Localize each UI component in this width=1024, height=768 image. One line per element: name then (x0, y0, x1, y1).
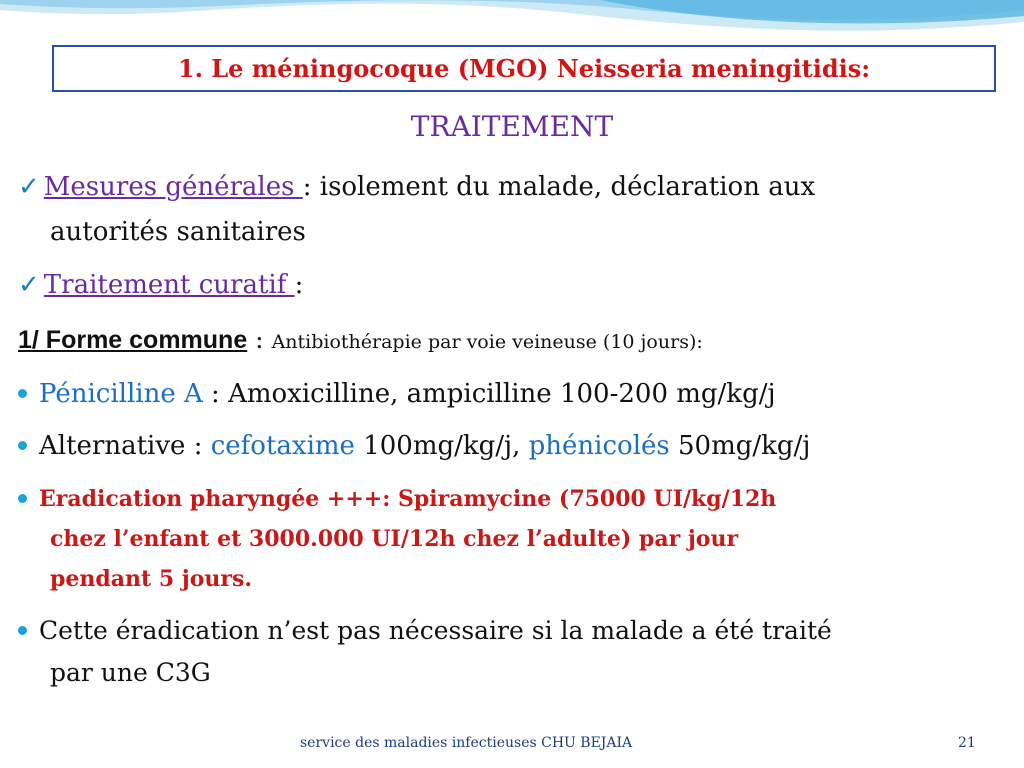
cette-line-2: par une C3G (50, 658, 211, 687)
alt-phenicoles: phénicolés (528, 431, 670, 461)
eradication-line-1 (18, 481, 776, 517)
slide-title (52, 45, 996, 92)
bullet-icon (18, 441, 27, 450)
cette-line-1 (18, 613, 832, 649)
alternative-line (18, 428, 810, 464)
eradication-text-1: Eradication pharyngée +++: Spiramycine (75000 UI/kg/12h (39, 486, 777, 512)
mesures-text: isolement du malade, déclaration aux (319, 172, 816, 202)
slide-subtitle: TRAITEMENT (410, 110, 614, 143)
cette-text-1: Cette éradication n’est pas nécessaire si la malade a été traité (39, 616, 832, 645)
penicilline-label: Pénicilline A (39, 379, 203, 409)
page-number: 21 (958, 735, 976, 751)
curatif-colon: : (294, 270, 304, 300)
forme-label: 1/ Forme commune (18, 326, 248, 354)
mesures-line (18, 169, 815, 205)
curatif-line (18, 267, 303, 303)
checkmark-icon: ✓ (18, 270, 40, 300)
eradication-line-2: chez l’enfant et 3000.000 UI/12h chez l’adulte) par jour (50, 526, 739, 552)
penicilline-text: : Amoxicilline, ampicilline 100-200 mg/kg/j (202, 379, 776, 409)
forme-colon: : (247, 325, 272, 354)
mesures-label: Mesures générales (43, 172, 303, 202)
bullet-icon (18, 389, 27, 398)
eradication-line-3: pendant 5 jours. (50, 566, 253, 592)
mesures-colon: : (302, 172, 320, 202)
curatif-label: Traitement curatif (43, 270, 295, 300)
mesures-line-2: autorités sanitaires (50, 217, 306, 247)
alt-dose-2: 50mg/kg/j (669, 431, 811, 461)
forme-text: Antibiothérapie par voie veineuse (10 jours): (271, 331, 703, 353)
alt-dose-1: 100mg/kg/j, (354, 431, 529, 461)
alt-label: Alternative : (39, 431, 211, 461)
footer-text: service des maladies infectieuses CHU BEJAIA (300, 735, 633, 751)
bullet-icon (18, 626, 27, 635)
penicilline-line (18, 376, 776, 412)
bullet-icon (18, 494, 27, 503)
slide-title-text: 1. Le méningocoque (MGO) Neisseria meningitidis: (177, 54, 871, 83)
checkmark-icon: ✓ (18, 172, 40, 202)
alt-cefotaxime: cefotaxime (210, 431, 355, 461)
forme-line (18, 322, 703, 360)
